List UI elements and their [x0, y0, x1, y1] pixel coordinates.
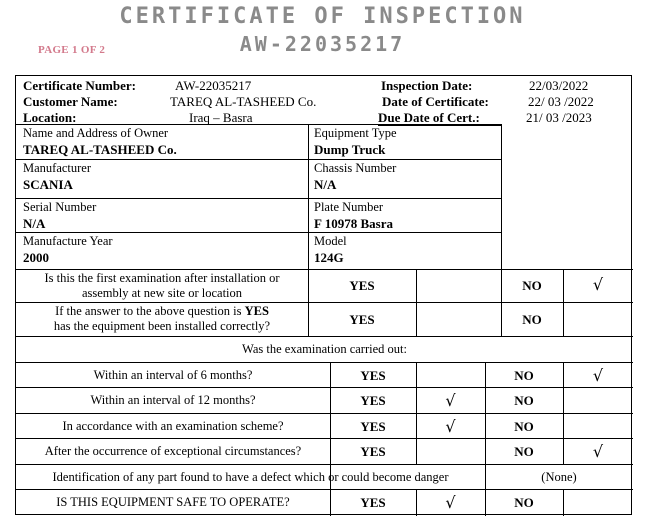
plate-label: Plate Number — [314, 200, 384, 214]
safe-to-operate: IS THIS EQUIPMENT SAFE TO OPERATE? — [56, 495, 290, 509]
r2-yes-check-icon: √ — [445, 391, 456, 410]
q1-no: NO — [522, 278, 542, 293]
question-first-exam: Is this the first examination after installation or assembly at new site or location — [44, 271, 280, 300]
manufacturer-value: SCANIA — [23, 177, 73, 192]
safe-no: NO — [514, 495, 534, 510]
equipment-type-label: Equipment Type — [314, 126, 397, 140]
certificate-code: AW-22035217 — [239, 32, 406, 56]
defect-value: (None) — [541, 470, 577, 484]
r2-no: NO — [514, 393, 534, 408]
question-installed-correctly: If the answer to the above question is YES has the equipment been installed correctly? — [53, 304, 271, 333]
manufacturer-label: Manufacturer — [23, 161, 92, 175]
r3-yes: YES — [360, 419, 386, 434]
owner-label: Name and Address of Owner — [23, 126, 169, 140]
q2-yes: YES — [349, 312, 375, 327]
r2-yes: YES — [360, 393, 386, 408]
chassis-value: N/A — [314, 177, 337, 192]
r1-yes: YES — [360, 368, 386, 383]
location-value: Iraq – Basra — [189, 110, 253, 125]
year-value: 2000 — [23, 250, 49, 265]
date-of-cert-label: Date of Certificate: — [382, 94, 489, 109]
r3-yes-check-icon: √ — [445, 417, 456, 436]
exam-6-months: Within an interval of 6 months? — [93, 368, 253, 382]
year-label: Manufacture Year — [23, 234, 113, 248]
certificate-form — [15, 75, 632, 515]
customer-value: TAREQ AL-TASHEED Co. — [170, 94, 317, 109]
r3-no: NO — [514, 419, 534, 434]
examination-heading: Was the examination carried out: — [242, 342, 407, 356]
inspection-date-value: 22/03/2022 — [529, 78, 589, 93]
certificate-title: CERTIFICATE OF INSPECTION — [119, 4, 526, 29]
model-value: 124G — [314, 250, 344, 265]
page-indicator: PAGE 1 OF 2 — [38, 44, 106, 56]
due-date-value: 21/ 03 /2023 — [526, 110, 592, 125]
due-date-label: Due Date of Cert.: — [378, 110, 480, 125]
location-label: Location: — [23, 110, 77, 125]
q2-no: NO — [522, 312, 542, 327]
equipment-type-value: Dump Truck — [314, 142, 386, 157]
safe-yes-check-icon: √ — [445, 493, 456, 512]
exam-scheme: In accordance with an examination scheme? — [62, 419, 284, 433]
r1-no: NO — [514, 368, 534, 383]
r4-no-check-icon: √ — [592, 442, 604, 461]
r4-yes: YES — [360, 444, 386, 459]
date-of-cert-value: 22/ 03 /2022 — [528, 94, 594, 109]
safe-yes: YES — [360, 495, 386, 510]
serial-value: N/A — [23, 216, 46, 231]
q1-yes: YES — [349, 278, 375, 293]
cert-number-value: AW-22035217 — [175, 78, 252, 93]
defect-identification: Identification of any part found to have a defect which or could become danger — [52, 470, 449, 484]
model-label: Model — [314, 234, 347, 248]
q1-no-check-icon: √ — [592, 275, 604, 294]
plate-value: F 10978 Basra — [314, 216, 393, 231]
inspection-date-label: Inspection Date: — [381, 78, 473, 93]
chassis-label: Chassis Number — [314, 161, 397, 175]
r1-no-check-icon: √ — [592, 366, 604, 385]
exam-exceptional: After the occurrence of exceptional circumstances? — [44, 444, 302, 458]
customer-label: Customer Name: — [23, 94, 118, 109]
r4-no: NO — [514, 444, 534, 459]
owner-value: TAREQ AL-TASHEED Co. — [23, 142, 177, 157]
exam-12-months: Within an interval of 12 months? — [90, 393, 256, 407]
serial-label: Serial Number — [23, 200, 97, 214]
cert-number-label: Certificate Number: — [23, 78, 136, 93]
